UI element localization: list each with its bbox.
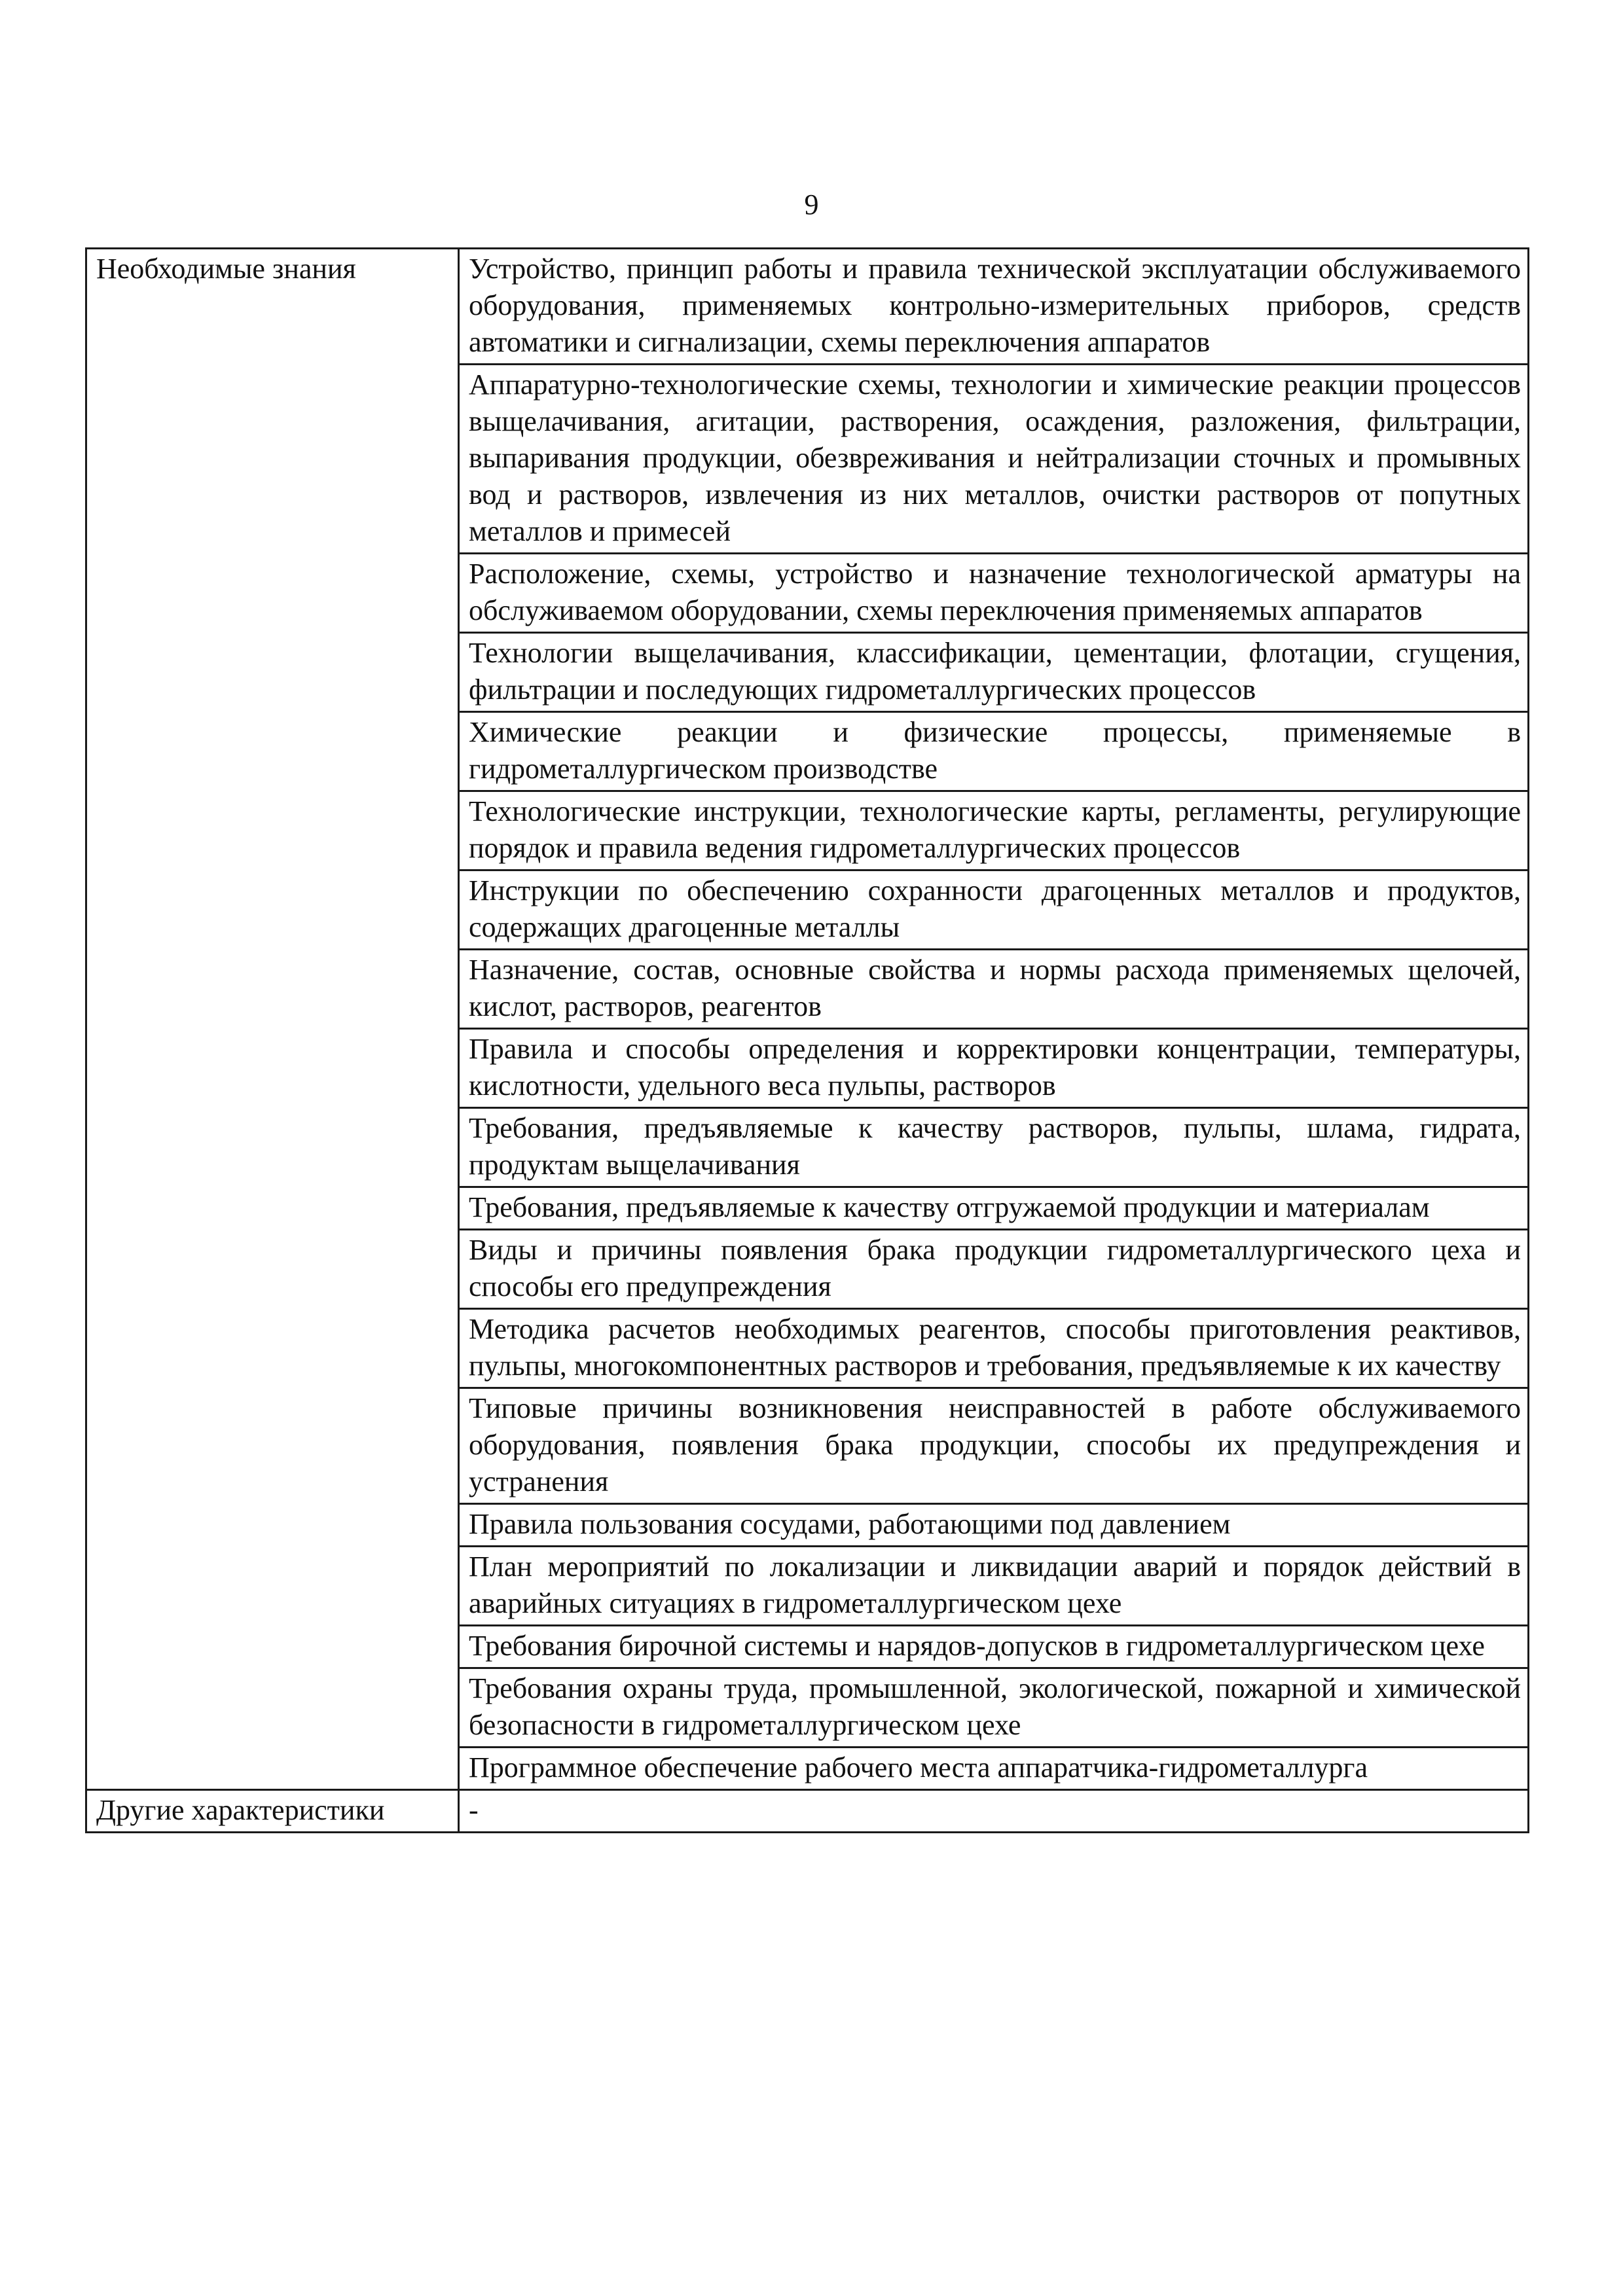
knowledge-item: Химические реакции и физические процессы, применяемые в гидрометаллургическом производстве — [459, 712, 1529, 791]
knowledge-item: Требования охраны труда, промышленной, экологической, пожарной и химической безопасности в гидрометаллургическом цехе — [459, 1668, 1529, 1748]
knowledge-item: Методика расчетов необходимых реагентов, способы приготовления реактивов, пульпы, многокомпонентных растворов и требования, предъявляемые к их качеству — [459, 1309, 1529, 1388]
skills-table — [85, 247, 1529, 1833]
knowledge-item: Программное обеспечение рабочего места аппаратчика-гидрометаллурга — [459, 1748, 1529, 1790]
table-row — [86, 1790, 1529, 1833]
knowledge-item: Виды и причины появления брака продукции гидрометаллургического цеха и способы его предупреждения — [459, 1230, 1529, 1309]
knowledge-item: Аппаратурно-технологические схемы, технологии и химические реакции процессов выщелачивания, агитации, растворения, осаждения, разложения, фильтрации, выпаривания продукции, обезвреживания и нейтрализации сточных и промывных вод и растворов, извлечения из них металлов, очистки растворов от попутных металлов и примесей — [459, 365, 1529, 554]
knowledge-item: Требования, предъявляемые к качеству отгружаемой продукции и материалам — [459, 1187, 1529, 1230]
knowledge-item: Правила и способы определения и корректировки концентрации, температуры, кислотности, удельного веса пульпы, растворов — [459, 1029, 1529, 1108]
knowledge-item: Технологии выщелачивания, классификации, цементации, флотации, сгущения, фильтрации и последующих гидрометаллургических процессов — [459, 633, 1529, 712]
knowledge-item: Устройство, принцип работы и правила технической эксплуатации обслуживаемого оборудования, применяемых контрольно-измерительных приборов, средств автоматики и сигнализации, схемы переключения аппаратов — [459, 249, 1529, 365]
knowledge-item: Назначение, состав, основные свойства и нормы расхода применяемых щелочей, кислот, растворов, реагентов — [459, 950, 1529, 1029]
knowledge-item: Инструкции по обеспечению сохранности драгоценных металлов и продуктов, содержащих драгоценные металлы — [459, 870, 1529, 950]
knowledge-item: План мероприятий по локализации и ликвидации аварий и порядок действий в аварийных ситуациях в гидрометаллургическом цехе — [459, 1547, 1529, 1626]
knowledge-item: Требования, предъявляемые к качеству растворов, пульпы, шлама, гидрата, продуктам выщелачивания — [459, 1108, 1529, 1187]
knowledge-item: Типовые причины возникновения неисправностей в работе обслуживаемого оборудования, появления брака продукции, способы их предупреждения и устранения — [459, 1388, 1529, 1504]
knowledge-item: Правила пользования сосудами, работающими под давлением — [459, 1504, 1529, 1547]
table-row — [86, 249, 1529, 365]
other-label: Другие характеристики — [86, 1790, 459, 1833]
knowledge-item: Требования бирочной системы и нарядов-допусков в гидрометаллургическом цехе — [459, 1626, 1529, 1668]
knowledge-label: Необходимые знания — [86, 249, 459, 1790]
knowledge-item: Технологические инструкции, технологические карты, регламенты, регулирующие порядок и правила ведения гидрометаллургических процессов — [459, 791, 1529, 870]
knowledge-item: Расположение, схемы, устройство и назначение технологической арматуры на обслуживаемом оборудовании, схемы переключения применяемых аппаратов — [459, 554, 1529, 633]
page-number: 9 — [804, 188, 819, 221]
other-value: - — [459, 1790, 1529, 1833]
